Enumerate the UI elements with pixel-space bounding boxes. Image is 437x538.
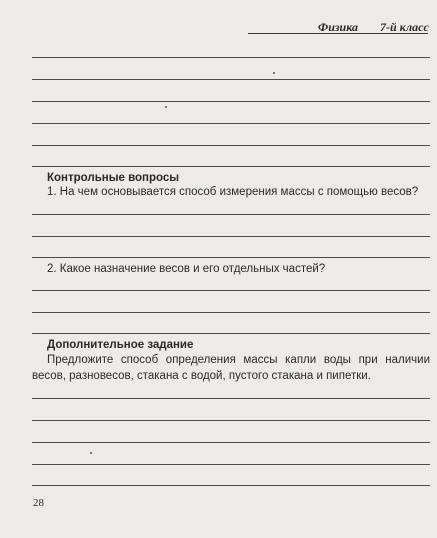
- answer-line: [32, 290, 430, 291]
- answer-line: [32, 464, 430, 465]
- answer-line: [32, 257, 430, 258]
- scan-speck: [165, 106, 167, 108]
- additional-task-heading: Дополнительное задание: [47, 339, 194, 351]
- answer-line: [32, 420, 430, 421]
- answer-line: [32, 236, 430, 237]
- additional-task-text: Предложите способ определения массы капли воды при наличии весов, разновесов, стакана с водой, пустого стакана и пипетки.: [32, 354, 430, 382]
- question-1: 1. На чем основывается способ измерения массы с помощью весов?: [47, 186, 419, 198]
- question-2: 2. Какое назначение весов и его отдельных частей?: [47, 263, 326, 275]
- header-grade: 7-й класс: [380, 20, 429, 34]
- answer-line: [32, 166, 430, 167]
- answer-line: [32, 145, 430, 146]
- answer-line: [32, 312, 430, 313]
- answer-line: [32, 101, 430, 102]
- control-questions-heading: Контрольные вопросы: [47, 172, 180, 184]
- answer-line: [32, 485, 430, 486]
- answer-line: [32, 57, 430, 58]
- answer-line: [32, 123, 430, 124]
- answer-line: [32, 333, 430, 334]
- answer-line: [32, 79, 430, 80]
- answer-line: [32, 214, 430, 215]
- scan-speck: [90, 452, 92, 454]
- scan-speck: [273, 72, 275, 74]
- header-subject: Физика: [318, 20, 359, 34]
- answer-line: [32, 398, 430, 399]
- page-number: 28: [33, 497, 44, 509]
- answer-line: [32, 442, 430, 443]
